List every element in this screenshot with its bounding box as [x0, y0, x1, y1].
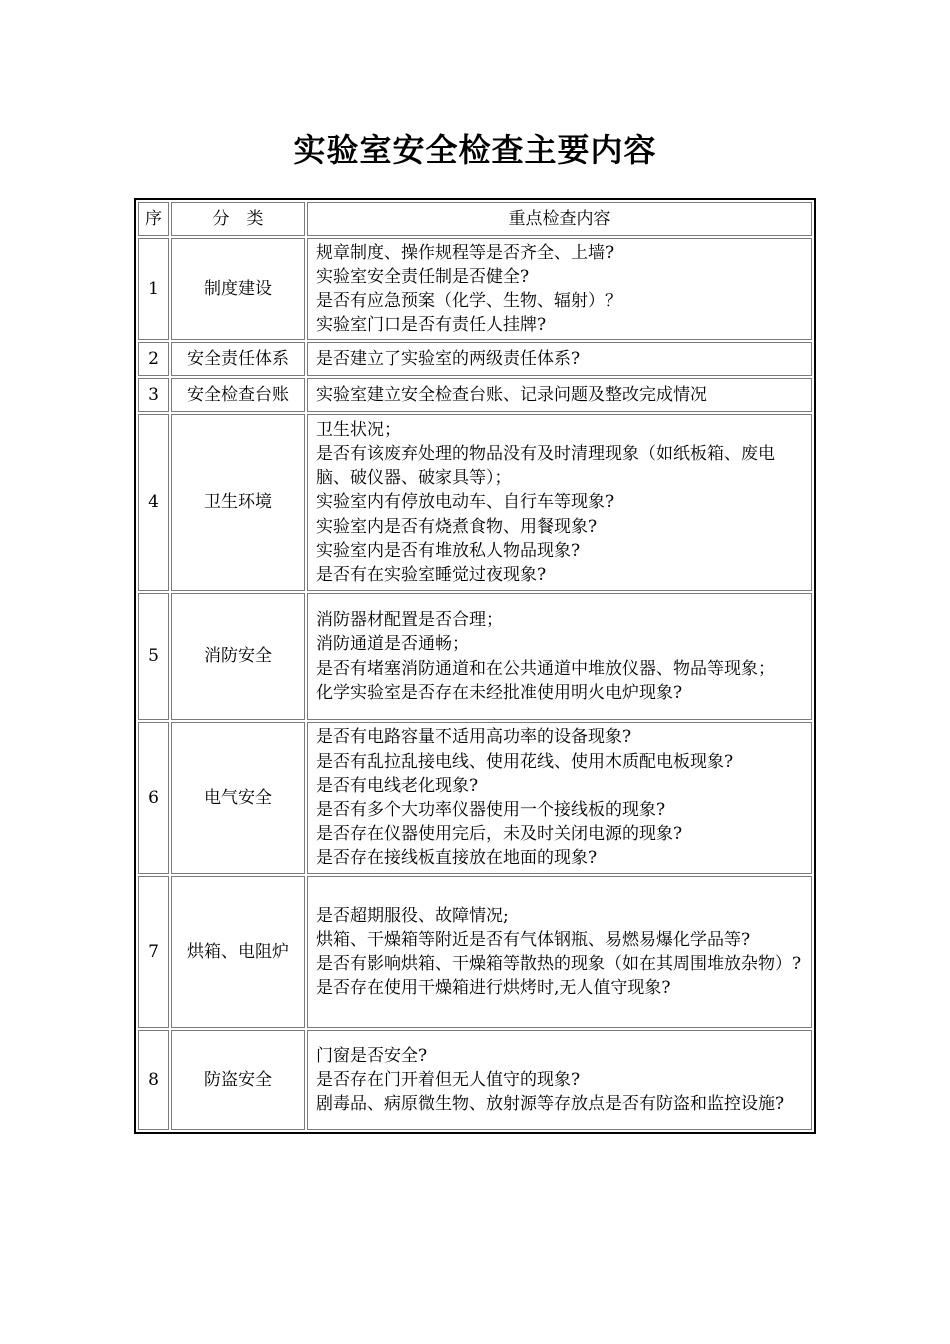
content-line: 实验室安全责任制是否健全? [316, 266, 530, 287]
content-line: 消防器材配置是否合理； [316, 610, 503, 631]
row-category: 安全检查台账 [171, 378, 305, 412]
content-line: 是否超期服役、故障情况; [316, 905, 509, 926]
content-line: 实验室内有停放电动车、自行车等现象? [316, 492, 615, 513]
content-line: 化学实验室是否存在未经批准使用明火电炉现象? [316, 682, 683, 703]
inspection-table [134, 198, 816, 1134]
table-row [138, 238, 812, 340]
row-category: 制度建设 [171, 238, 305, 340]
content-line: 是否建立了实验室的两级责任体系? [316, 348, 581, 369]
row-category: 消防安全 [171, 593, 305, 720]
row-category: 防盗安全 [171, 1030, 305, 1130]
row-content [307, 1030, 812, 1130]
content-line: 卫生状况； [316, 419, 401, 440]
content-line: 是否有该废弃处理的物品没有及时清理现象（如纸板箱、废电脑、破仪器、破家具等）； [316, 443, 775, 489]
content-line: 是否有电路容量不适用高功率的设备现象? [316, 727, 632, 748]
content-line: 是否存在使用干燥箱进行烘烤时,无人值守现象? [316, 978, 671, 999]
content-line: 是否存在门开着但无人值守的现象? [316, 1069, 581, 1090]
row-content [307, 876, 812, 1028]
content-line: 烘箱、干燥箱等附近是否有气体钢瓶、易燃易爆化学品等? [316, 929, 751, 950]
table-row [138, 876, 812, 1028]
table-row [138, 414, 812, 591]
content-line: 是否有应急预案（化学、生物、辐射）？ [316, 291, 622, 311]
row-content [307, 414, 812, 591]
header-num: 序 [138, 202, 169, 236]
row-number: 1 [138, 238, 169, 340]
row-number: 3 [138, 378, 169, 412]
content-line: 是否有影响烘箱、干燥箱等散热的现象（如在其周围堆放杂物）? [316, 954, 802, 974]
table-row [138, 722, 812, 874]
row-number: 5 [138, 593, 169, 720]
table-row [138, 1030, 812, 1130]
row-number: 8 [138, 1030, 169, 1130]
row-number: 4 [138, 414, 169, 591]
content-line: 是否存在仪器使用完后，未及时关闭电源的现象? [316, 824, 683, 845]
row-number: 2 [138, 342, 169, 376]
content-line: 是否有在实验室睡觉过夜现象? [316, 565, 547, 585]
header-content: 重点检查内容 [307, 202, 812, 236]
content-line: 是否存在接线板直接放在地面的现象? [316, 848, 598, 869]
content-line: 实验室内是否有堆放私人物品现象? [316, 540, 581, 561]
table-row [138, 378, 812, 412]
inspection-table-grid [136, 200, 814, 1132]
row-content [307, 722, 812, 874]
content-line: 门窗是否安全? [316, 1045, 428, 1066]
content-line: 实验室内是否有烧煮食物、用餐现象? [316, 516, 598, 537]
content-line: 是否有电线老化现象? [316, 775, 479, 796]
content-line: 是否有多个大功率仪器使用一个接线板的现象? [316, 800, 666, 820]
content-line: 是否有堵塞消防通道和在公共通道中堆放仪器、物品等现象； [316, 658, 775, 679]
table-header-row [138, 202, 812, 236]
content-line: 实验室门口是否有责任人挂牌? [316, 315, 547, 336]
content-line: 是否有乱拉乱接电线、使用花线、使用木质配电板现象? [316, 751, 734, 772]
table-row [138, 342, 812, 376]
row-content [307, 378, 812, 412]
header-category: 分 类 [171, 202, 305, 236]
row-category: 卫生环境 [171, 414, 305, 591]
row-content [307, 238, 812, 340]
content-line: 规章制度、操作规程等是否齐全、上墙? [316, 242, 615, 263]
table-row [138, 593, 812, 720]
page-title: 实验室安全检查主要内容 [293, 131, 657, 169]
row-number: 6 [138, 722, 169, 874]
content-line: 实验室建立安全检查台账、记录问题及整改完成情况 [316, 384, 707, 405]
row-number: 7 [138, 876, 169, 1028]
row-category: 电气安全 [171, 722, 305, 874]
row-category: 安全责任体系 [171, 342, 305, 376]
row-content [307, 342, 812, 376]
row-category: 烘箱、电阻炉 [171, 876, 305, 1028]
content-line: 消防通道是否通畅； [316, 634, 469, 655]
content-line: 剧毒品、病原微生物、放射源等存放点是否有防盗和监控设施? [316, 1094, 785, 1115]
row-content [307, 593, 812, 720]
